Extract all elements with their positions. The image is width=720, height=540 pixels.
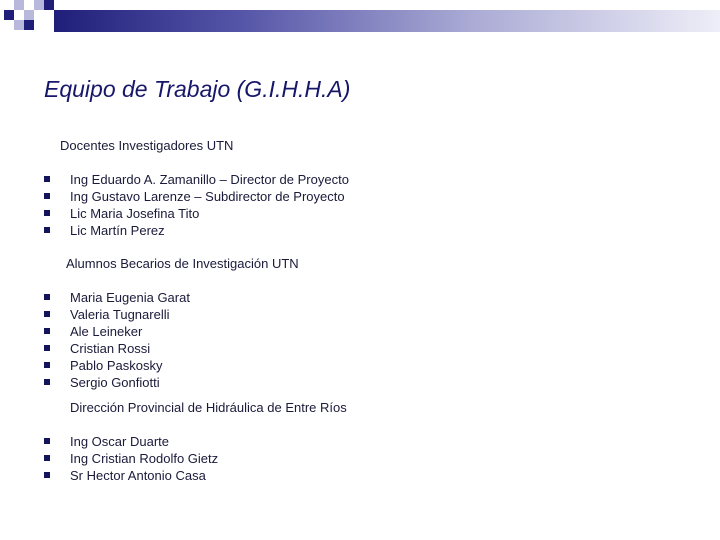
list-item-text: Maria Eugenia Garat: [70, 290, 190, 305]
decorative-square: [44, 0, 54, 10]
decorative-square: [34, 0, 44, 10]
list-item-text: Ing Oscar Duarte: [70, 434, 169, 449]
decorative-square: [14, 20, 24, 30]
list-item-text: Cristian Rossi: [70, 341, 151, 356]
square-bullet-icon: [44, 328, 50, 334]
section-heading-docentes: Docentes Investigadores UTN: [60, 138, 234, 153]
square-bullet-icon: [44, 438, 50, 444]
square-bullet-icon: [44, 472, 50, 478]
square-bullet-icon: [44, 294, 50, 300]
section-heading-alumnos: Alumnos Becarios de Investigación UTN: [66, 256, 299, 271]
section-heading-direccion: Dirección Provincial de Hidráulica de Entre Ríos: [70, 400, 347, 415]
list-item-text: Ing Eduardo A. Zamanillo – Director de Proyecto: [70, 172, 349, 187]
square-bullet-icon: [44, 227, 50, 233]
square-bullet-icon: [44, 210, 50, 216]
list-item-text: Lic Martín Perez: [70, 223, 165, 238]
square-bullet-icon: [44, 176, 50, 182]
list-item-text: Ing Gustavo Larenze – Subdirector de Proyecto: [70, 189, 345, 204]
gradient-bar: [54, 10, 720, 32]
square-bullet-icon: [44, 311, 50, 317]
list-item-text: Sergio Gonfiotti: [70, 375, 160, 390]
decorative-square: [4, 10, 14, 20]
square-bullet-icon: [44, 345, 50, 351]
list-item-text: Ing Cristian Rodolfo Gietz: [70, 451, 219, 466]
slide-title: Equipo de Trabajo (G.I.H.H.A): [44, 76, 351, 102]
square-bullet-icon: [44, 379, 50, 385]
square-bullet-icon: [44, 193, 50, 199]
list-item-text: Valeria Tugnarelli: [70, 307, 170, 322]
list-item-text: Sr Hector Antonio Casa: [70, 468, 206, 483]
list-item-text: Ale Leineker: [70, 324, 143, 339]
decorative-square: [14, 0, 24, 10]
decorative-square: [24, 10, 34, 20]
list-item-text: Lic Maria Josefina Tito: [70, 206, 200, 221]
square-bullet-icon: [44, 455, 50, 461]
list-item-text: Pablo Paskosky: [70, 358, 163, 373]
decorative-header-band: [0, 0, 720, 34]
square-bullet-icon: [44, 362, 50, 368]
decorative-square: [24, 20, 34, 30]
